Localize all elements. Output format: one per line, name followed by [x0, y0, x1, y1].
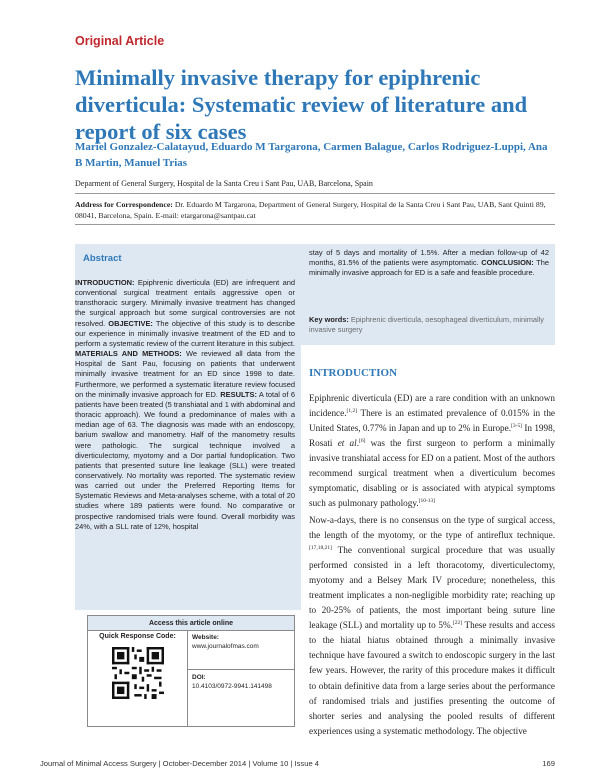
abstract-heading: Abstract: [83, 253, 122, 264]
introduction-heading: INTRODUCTION: [309, 367, 398, 379]
citation-ref: [22]: [452, 620, 463, 627]
correspondence-label: Address for Correspondence:: [75, 200, 173, 209]
correspondence-text: Dr. Eduardo M Targarona, Department of General Surgery, Hospital de la Santa Creu i Sant Pau, UAB, Sant Quinti 89, 08041, Barcelona, Spain. E-mail: etargarona@santpau.cat: [75, 200, 546, 220]
abstract-continued: [309, 248, 549, 278]
divider: [188, 669, 294, 670]
citation-ref: [1,2]: [346, 408, 358, 415]
abstract-right-text: stay of 5 days and mortality of 1.5%. After a median follow-up of 42 months, 81.5% of the patients were asymptomatic.: [309, 248, 549, 268]
correspondence: [75, 199, 555, 221]
results-label: RESULTS:: [220, 389, 257, 399]
author-list: Mariel Gonzalez-Calatayud, Eduardo M Targarona, Carmen Balague, Carlos Rodriguez-Luppi, Ana B Martin, Manuel Trias: [75, 141, 548, 169]
conclusion-text: The minimally invasive approach for ED is a safe and feasible procedure.: [309, 258, 549, 278]
methods-text: We reviewed all data from the Hospital de Sant Pau, focusing on patients that underwent minimally invasive treatment for an ED since 1998 to date. Furthermore, we performed a systematic literature review focused on the minimally invasive approach for ED.: [75, 349, 295, 399]
text-run: In 1998, Rosati: [309, 423, 555, 449]
divider: [75, 224, 555, 225]
results-text: A total of 6 patients have been treated (5 transhiatal and 1 with abdominal and thoracic approach). We found a predominance of males with a median age of 63. The diagnosis was made with an endoscopy, barium swallow and manometry. Half of the manometry results were pathologic. The surgical technique involved a diverticulectomy, myotomy and a Dor partial fundoplication. Two patients that presented suture line leakage (SLL) were treated conservatively. No mortality was reported. The systematic review was carried out under the Preferred Reporting Items for Systematic Reviews and Meta-analyses scheme, with a total of 20 studies where 189 patients were found. No comparative or prospective randomised trials were found. Overall morbidity was 24%, with a SLL rate of 12%, hospital: [75, 389, 296, 531]
article-title: Minimally invasive therapy for epiphrenic diverticula: Systematic review of literature and report of six cases: [75, 65, 528, 144]
text-run: These results and access to the hiatal hiatus obtained through a minimally invasive technique have favoured a switch to endoscopic surgery in the last few years. However, the rarity of this procedure makes it difficult to obtain definitive data from a large series about the performance of randomised trials and justifies presenting the outcome of shorter series and analysing the pooled results of different experiences using a systematic methodology. The objective: [309, 620, 555, 736]
access-info: [188, 631, 294, 726]
introduction-paragraph: [309, 391, 555, 511]
citation-ref: [10-13]: [418, 498, 436, 505]
page-number: 169: [542, 759, 555, 768]
text-run: Now-a-days, there is no consensus on the type of surgical access, the length of the myotomy, or the type of antireflux technique.: [309, 515, 555, 541]
website-link[interactable]: www.journalofmas.com: [192, 642, 259, 650]
website-label: Website:: [192, 634, 219, 641]
qr-code-icon[interactable]: [112, 647, 164, 699]
keywords: [309, 315, 549, 335]
affiliation: Deparment of General Surgery, Hospital de la Santa Creu i Sant Pau, UAB, Barcelona, Spain: [75, 179, 373, 188]
objective-text: The objective of this study is to describe our experience in minimally invasive treatment of the ED and to perform a systematic review of the current literature in this subject.: [75, 318, 295, 348]
intro-label: INTRODUCTION:: [75, 278, 135, 287]
abstract-body: [75, 278, 295, 532]
qr-cell: [88, 631, 188, 726]
citation-ref: [17,18,21]: [309, 545, 332, 552]
methods-label: MATERIALS AND METHODS:: [75, 349, 182, 359]
text-run: There is an estimated prevalence of 0.015% in the United States, 0.77% in Japan and up to 2% in Europe.: [309, 408, 555, 434]
qr-label: Quick Response Code:: [99, 633, 176, 640]
doi-link[interactable]: 10.4103/0972-9941.141498: [192, 682, 272, 690]
text-run: The conventional surgical procedure that was usually performed consisted in a left thoracotomy, diverticulectomy, myotomy and a Belsey Mark IV procedure; nonetheless, this treatment implicates a non-negligible morbidity rate; reaching up to 20-25% of patients, the most important being suture line leakage (SLL) and mortality up to 5%.: [309, 545, 555, 631]
journal-citation: Journal of Minimal Access Surgery | October-December 2014 | Volume 10 | Issue 4: [40, 759, 319, 768]
intro-text: Epiphrenic diverticula (ED) are infrequent and conventional surgical treatment entails aggressive open or transthoracic surgery. Minimally invasive treatment has changed the surgical approach but some surgical controversies are not resolved.: [75, 278, 295, 328]
keywords-text: Epiphrenic diverticula, oesophageal diverticulum, minimally invasive surgery: [309, 315, 544, 334]
page-footer: [40, 759, 555, 768]
text-run: Epiphrenic diverticula (ED) are a rare condition with an unknown incidence.: [309, 393, 555, 419]
italic-text: et al: [337, 438, 357, 449]
article-type: Original Article: [75, 34, 165, 48]
access-title: Access this article online: [88, 616, 294, 631]
text-run: was the first surgeon to perform a minimally invasive transhiatal access for ED on a patient. Most of the authors recommend surgical treatment when a diverticulum becomes symptomatic, disabling or is associated with atypical symptoms such as pulmonary pathology.: [309, 438, 555, 509]
access-online-box: [87, 615, 295, 727]
objective-label: OBJECTIVE:: [108, 318, 153, 328]
citation-ref: [6]: [359, 438, 366, 445]
doi-label: DOI:: [192, 674, 206, 681]
conclusion-label: CONCLUSION:: [481, 258, 534, 268]
keywords-label: Key words:: [309, 315, 349, 324]
divider: [75, 193, 555, 194]
citation-ref: [3-5]: [511, 423, 523, 430]
introduction-paragraph: [309, 513, 555, 739]
text-run: .: [356, 438, 359, 449]
